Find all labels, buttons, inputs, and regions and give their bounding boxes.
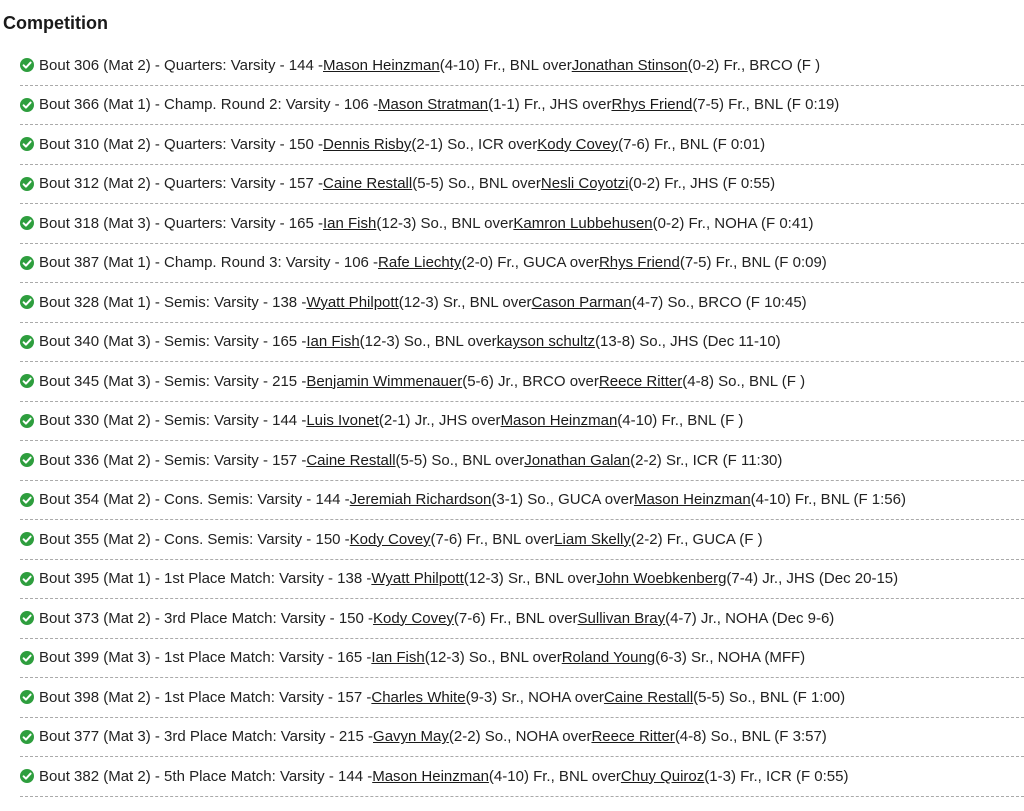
- winner-link[interactable]: Ian Fish: [306, 333, 360, 351]
- check-circle-icon: [20, 58, 34, 72]
- loser-info: (2-2) Fr., GUCA (F ): [630, 530, 763, 548]
- check-circle-icon: [20, 730, 34, 744]
- bout-row: [20, 362, 1024, 402]
- winner-info: (2-2) So., NOHA over: [448, 728, 592, 746]
- loser-info: (4-10) Fr., BNL (F ): [617, 412, 744, 430]
- loser-link[interactable]: Cason Parman: [531, 293, 632, 311]
- winner-link[interactable]: Ian Fish: [371, 649, 425, 667]
- winner-info: (12-3) Sr., BNL over: [398, 293, 532, 311]
- loser-info: (7-6) Fr., BNL (F 0:01): [618, 135, 766, 153]
- loser-link[interactable]: Chuy Quiroz: [620, 767, 705, 785]
- winner-link[interactable]: Wyatt Philpott: [371, 570, 464, 588]
- winner-info: (2-0) Fr., GUCA over: [461, 254, 599, 272]
- winner-link[interactable]: Dennis Risby: [323, 135, 412, 153]
- loser-link[interactable]: Jonathan Galan: [524, 451, 631, 469]
- loser-info: (0-2) Fr., BRCO (F ): [687, 56, 821, 74]
- loser-link[interactable]: Nesli Coyotzi: [540, 175, 629, 193]
- winner-link[interactable]: Gavyn May: [373, 728, 449, 746]
- winner-link[interactable]: Caine Restall: [323, 175, 413, 193]
- bout-row: [20, 678, 1024, 718]
- winner-link[interactable]: Mason Heinzman: [372, 767, 489, 785]
- loser-info: (1-3) Fr., ICR (F 0:55): [704, 767, 849, 785]
- check-circle-icon: [20, 98, 34, 112]
- check-circle-icon: [20, 651, 34, 665]
- loser-link[interactable]: Kamron Lubbehusen: [513, 214, 653, 232]
- bout-description: Bout 345 (Mat 3) - Semis: Varsity - 215 -: [39, 372, 307, 390]
- loser-info: (4-8) So., BNL (F 3:57): [674, 728, 827, 746]
- bout-row: [20, 441, 1024, 481]
- bout-description: Bout 366 (Mat 1) - Champ. Round 2: Varsity - 106 -: [39, 96, 379, 114]
- winner-info: (4-10) Fr., BNL over: [439, 56, 572, 74]
- loser-link[interactable]: Sullivan Bray: [577, 609, 666, 627]
- loser-link[interactable]: Reece Ritter: [591, 728, 675, 746]
- winner-link[interactable]: Caine Restall: [306, 451, 396, 469]
- bout-row: [20, 757, 1024, 797]
- check-circle-icon: [20, 453, 34, 467]
- loser-info: (4-10) Fr., BNL (F 1:56): [750, 491, 906, 509]
- loser-link[interactable]: Liam Skelly: [554, 530, 631, 548]
- loser-info: (0-2) Fr., JHS (F 0:55): [628, 175, 776, 193]
- loser-info: (7-5) Fr., BNL (F 0:19): [692, 96, 840, 114]
- winner-info: (5-6) Jr., BRCO over: [462, 372, 599, 390]
- bout-row: [20, 639, 1024, 679]
- winner-link[interactable]: Mason Heinzman: [323, 56, 440, 74]
- bout-row: [20, 283, 1024, 323]
- bout-description: Bout 354 (Mat 2) - Cons. Semis: Varsity - 144 -: [39, 491, 350, 509]
- loser-link[interactable]: John Woebkenberg: [596, 570, 727, 588]
- loser-link[interactable]: kayson schultz: [496, 333, 596, 351]
- loser-link[interactable]: Reece Ritter: [598, 372, 683, 390]
- bout-description: Bout 377 (Mat 3) - 3rd Place Match: Varsity - 215 -: [39, 728, 374, 746]
- loser-info: (4-7) So., BRCO (F 10:45): [631, 293, 807, 311]
- bout-row: [20, 402, 1024, 442]
- winner-info: (12-3) Sr., BNL over: [463, 570, 597, 588]
- bout-description: Bout 340 (Mat 3) - Semis: Varsity - 165 -: [39, 333, 307, 351]
- loser-link[interactable]: Mason Heinzman: [500, 412, 618, 430]
- section-heading: Competition: [3, 13, 108, 33]
- check-circle-icon: [20, 493, 34, 507]
- bout-list: [20, 46, 1024, 797]
- loser-info: (6-3) Sr., NOHA (MFF): [655, 649, 806, 667]
- bout-description: Bout 387 (Mat 1) - Champ. Round 3: Varsity - 106 -: [39, 254, 379, 272]
- bout-row: [20, 718, 1024, 758]
- check-circle-icon: [20, 335, 34, 349]
- check-circle-icon: [20, 690, 34, 704]
- loser-link[interactable]: Rhys Friend: [611, 96, 693, 114]
- bout-description: Bout 398 (Mat 2) - 1st Place Match: Varsity - 157 -: [39, 688, 372, 706]
- check-circle-icon: [20, 374, 34, 388]
- loser-link[interactable]: Kody Covey: [537, 135, 619, 153]
- winner-info: (12-3) So., BNL over: [424, 649, 562, 667]
- winner-info: (2-1) Jr., JHS over: [378, 412, 501, 430]
- check-circle-icon: [20, 532, 34, 546]
- bout-description: Bout 310 (Mat 2) - Quarters: Varsity - 150 -: [39, 135, 323, 153]
- winner-link[interactable]: Benjamin Wimmenauer: [306, 372, 463, 390]
- bout-description: Bout 355 (Mat 2) - Cons. Semis: Varsity - 150 -: [39, 530, 350, 548]
- check-circle-icon: [20, 414, 34, 428]
- winner-info: (5-5) So., BNL over: [412, 175, 541, 193]
- winner-link[interactable]: Charles White: [371, 688, 466, 706]
- bout-description: Bout 373 (Mat 2) - 3rd Place Match: Varsity - 150 -: [39, 609, 374, 627]
- loser-info: (4-7) Jr., NOHA (Dec 9-6): [665, 609, 835, 627]
- winner-info: (7-6) Fr., BNL over: [430, 530, 555, 548]
- winner-link[interactable]: Wyatt Philpott: [306, 293, 399, 311]
- bout-description: Bout 312 (Mat 2) - Quarters: Varsity - 157 -: [39, 175, 323, 193]
- winner-link[interactable]: Luis Ivonet: [306, 412, 379, 430]
- winner-info: (5-5) So., BNL over: [395, 451, 525, 469]
- bout-row: [20, 323, 1024, 363]
- winner-link[interactable]: Ian Fish: [323, 214, 377, 232]
- loser-link[interactable]: Roland Young: [561, 649, 656, 667]
- bout-description: Bout 395 (Mat 1) - 1st Place Match: Varsity - 138 -: [39, 570, 372, 588]
- loser-info: (7-5) Fr., BNL (F 0:09): [679, 254, 827, 272]
- loser-info: (5-5) So., BNL (F 1:00): [693, 688, 846, 706]
- winner-info: (4-10) Fr., BNL over: [488, 767, 621, 785]
- bout-row: [20, 165, 1024, 205]
- bout-row: [20, 599, 1024, 639]
- check-circle-icon: [20, 216, 34, 230]
- winner-info: (9-3) Sr., NOHA over: [465, 688, 604, 706]
- winner-link[interactable]: Mason Stratman: [378, 96, 489, 114]
- loser-info: (7-4) Jr., JHS (Dec 20-15): [726, 570, 899, 588]
- winner-info: (12-3) So., BNL over: [376, 214, 514, 232]
- bout-description: Bout 306 (Mat 2) - Quarters: Varsity - 144 -: [39, 56, 323, 74]
- check-circle-icon: [20, 572, 34, 586]
- bout-row: [20, 86, 1024, 126]
- loser-info: (0-2) Fr., NOHA (F 0:41): [652, 214, 814, 232]
- check-circle-icon: [20, 295, 34, 309]
- check-circle-icon: [20, 256, 34, 270]
- winner-link[interactable]: Kody Covey: [349, 530, 431, 548]
- winner-link[interactable]: Rafe Liechty: [378, 254, 462, 272]
- loser-link[interactable]: Jonathan Stinson: [571, 56, 688, 74]
- winner-info: (12-3) So., BNL over: [359, 333, 497, 351]
- bout-description: Bout 399 (Mat 3) - 1st Place Match: Varsity - 165 -: [39, 649, 372, 667]
- bout-row: [20, 244, 1024, 284]
- winner-info: (7-6) Fr., BNL over: [453, 609, 578, 627]
- winner-link[interactable]: Jeremiah Richardson: [349, 491, 492, 509]
- bout-row: [20, 560, 1024, 600]
- check-circle-icon: [20, 137, 34, 151]
- bout-row: [20, 46, 1024, 86]
- bout-description: Bout 328 (Mat 1) - Semis: Varsity - 138 -: [39, 293, 307, 311]
- loser-link[interactable]: Caine Restall: [603, 688, 694, 706]
- loser-info: (2-2) Sr., ICR (F 11:30): [630, 451, 783, 469]
- bout-description: Bout 382 (Mat 2) - 5th Place Match: Varsity - 144 -: [39, 767, 373, 785]
- winner-info: (3-1) So., GUCA over: [491, 491, 634, 509]
- bout-description: Bout 336 (Mat 2) - Semis: Varsity - 157 -: [39, 451, 307, 469]
- check-circle-icon: [20, 177, 34, 191]
- loser-link[interactable]: Rhys Friend: [598, 254, 680, 272]
- bout-row: [20, 125, 1024, 165]
- loser-link[interactable]: Mason Heinzman: [633, 491, 751, 509]
- bout-row: [20, 520, 1024, 560]
- winner-info: (1-1) Fr., JHS over: [488, 96, 612, 114]
- bout-row: [20, 481, 1024, 521]
- check-circle-icon: [20, 611, 34, 625]
- loser-info: (4-8) So., BNL (F ): [682, 372, 806, 390]
- bout-row: [20, 204, 1024, 244]
- winner-info: (2-1) So., ICR over: [411, 135, 538, 153]
- bout-description: Bout 330 (Mat 2) - Semis: Varsity - 144 -: [39, 412, 307, 430]
- loser-info: (13-8) So., JHS (Dec 11-10): [595, 333, 781, 351]
- winner-link[interactable]: Kody Covey: [373, 609, 454, 627]
- check-circle-icon: [20, 769, 34, 783]
- bout-description: Bout 318 (Mat 3) - Quarters: Varsity - 165 -: [39, 214, 323, 232]
